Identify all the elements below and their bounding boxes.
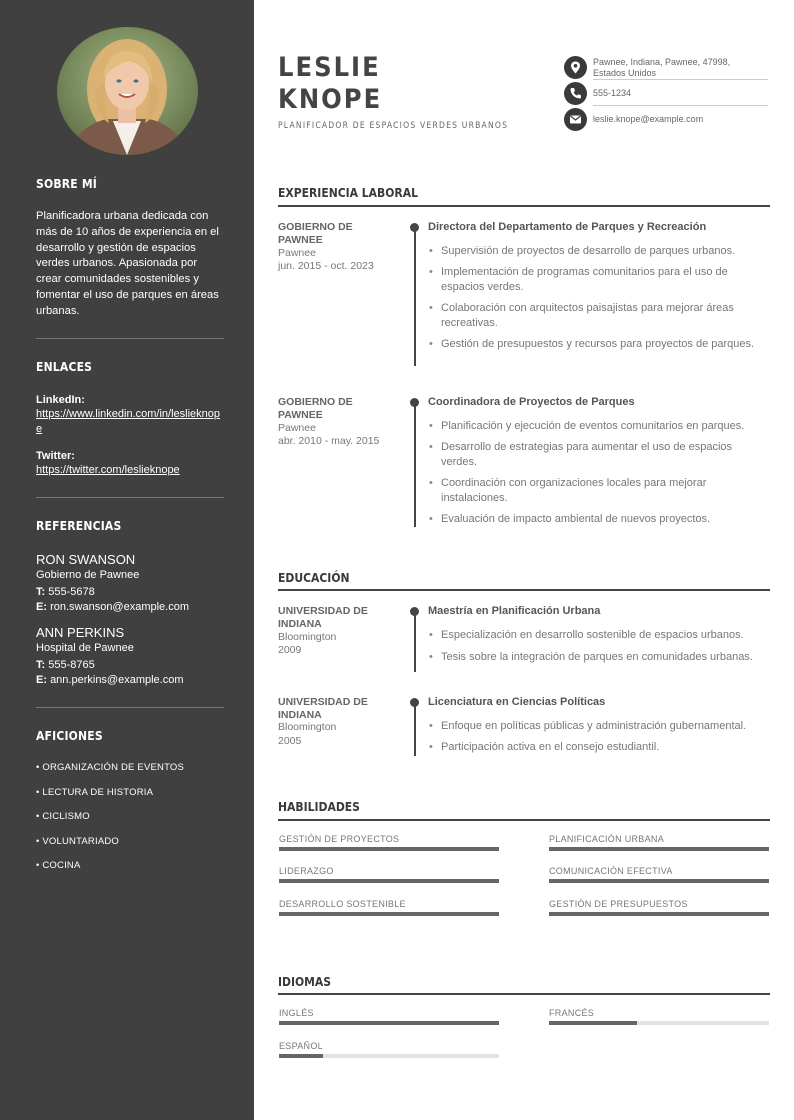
- language-label: INGLÉS: [279, 1008, 314, 1018]
- experience-location: Pawnee: [278, 422, 316, 434]
- education-location: Bloomington: [278, 631, 337, 643]
- link-item: [36, 449, 224, 478]
- linkedin-link[interactable]: https://www.linkedin.com/in/leslieknope: [36, 408, 221, 435]
- divider: [36, 497, 224, 498]
- skill-bar: [279, 912, 499, 916]
- section-rule: [278, 993, 770, 995]
- timeline-line: [414, 401, 416, 527]
- link-label: LinkedIn:: [36, 394, 85, 406]
- skill-bar-fill: [549, 879, 769, 883]
- address-line1: Pawnee, Indiana, Pawnee, 47998,: [593, 57, 731, 67]
- experience-bullet: • Desarrollo de estrategias para aumentar el uso de espacios verdes.: [441, 440, 771, 469]
- sidebar: [0, 0, 254, 1120]
- experience-location: Pawnee: [278, 247, 316, 259]
- link-item: [36, 393, 224, 436]
- links-section: [36, 360, 224, 478]
- contact-divider: [593, 79, 768, 80]
- divider: [36, 338, 224, 339]
- references-heading: REFERENCIAS: [36, 519, 122, 533]
- skill-label: COMUNICACIÓN EFECTIVA: [549, 866, 673, 876]
- skills-heading: HABILIDADES: [278, 800, 360, 814]
- skill-bar: [549, 879, 769, 883]
- references-section: [36, 519, 224, 688]
- reference-name: ANN PERKINS: [36, 625, 125, 640]
- link-label: Twitter:: [36, 450, 75, 462]
- hobby-item: • VOLUNTARIADO: [36, 835, 120, 847]
- contact-divider: [593, 105, 768, 106]
- experience-dates: jun. 2015 - oct. 2023: [278, 260, 374, 272]
- skill-bar: [279, 879, 499, 883]
- education-degree: Maestría en Planificación Urbana: [428, 605, 601, 617]
- skill-bar: [279, 847, 499, 851]
- skill-bar-fill: [549, 912, 769, 916]
- skill-label: PLANIFICACIÓN URBANA: [549, 834, 665, 844]
- timeline-line: [414, 226, 416, 366]
- education-date: 2009: [278, 644, 302, 656]
- address-line2: Estados Unidos: [593, 68, 657, 78]
- full-name: [278, 52, 382, 116]
- skill-bar: [549, 847, 769, 851]
- phone-number: 555-1234: [593, 88, 632, 98]
- education-org: UNIVERSIDAD DE INDIANA: [278, 605, 368, 630]
- experience-heading: EXPERIENCIA LABORAL: [278, 186, 418, 200]
- about-text: Planificadora urbana dedicada con más de 10 años de experiencia en el desarrollo y gestión de espacios verdes urbanos. Apasionada por crear comunidades sostenibles y fomentar el uso de parques en áreas urbanas.: [36, 210, 219, 317]
- timeline-dot: [410, 398, 419, 407]
- last-name: KNOPE: [278, 84, 383, 115]
- language-bar: [549, 1021, 769, 1025]
- language-label: FRANCÉS: [549, 1008, 595, 1018]
- timeline-dot: [410, 223, 419, 232]
- reference-item: [36, 625, 224, 688]
- skill-label: GESTIÓN DE PRESUPUESTOS: [549, 899, 688, 909]
- education-heading: EDUCACIÓN: [278, 571, 350, 585]
- language-bar: [279, 1054, 499, 1058]
- language-bar-fill: [279, 1054, 323, 1058]
- education-location: Bloomington: [278, 721, 337, 733]
- education-bullet: • Especialización en desarrollo sostenible de espacios urbanos.: [441, 628, 771, 643]
- skill-bar-fill: [279, 847, 499, 851]
- experience-bullet: • Coordinación con organizaciones locales para mejorar instalaciones.: [441, 476, 771, 505]
- profile-photo: [57, 27, 198, 155]
- timeline-line: [414, 701, 416, 756]
- reference-phone: T: 555-8765: [36, 659, 95, 671]
- language-bar-fill: [549, 1021, 637, 1025]
- hobby-item: • ORGANIZACIÓN DE EVENTOS: [36, 762, 185, 773]
- job-title: PLANIFICADOR DE ESPACIOS VERDES URBANOS: [278, 121, 509, 131]
- education-bullet: • Participación activa en el consejo estudiantil.: [441, 740, 771, 755]
- education-degree: Licenciatura en Ciencias Políticas: [428, 696, 606, 708]
- experience-bullet: • Implementación de programas comunitarios para el uso de espacios verdes.: [441, 265, 771, 294]
- skill-bar: [549, 912, 769, 916]
- hobby-item: • CICLISMO: [36, 811, 90, 822]
- first-name: LESLIE: [278, 52, 381, 83]
- about-heading: SOBRE MÍ: [36, 177, 97, 191]
- experience-role: Directora del Departamento de Parques y Recreación: [428, 221, 707, 233]
- section-rule: [278, 819, 770, 821]
- email-address[interactable]: leslie.knope@example.com: [593, 114, 704, 124]
- language-label: ESPAÑOL: [279, 1041, 323, 1051]
- education-bullet: • Enfoque en políticas públicas y administración gubernamental.: [441, 719, 771, 734]
- reference-org: Hospital de Pawnee: [36, 642, 134, 654]
- hobby-item: • LECTURA DE HISTORIA: [36, 786, 154, 798]
- experience-bullet: • Gestión de presupuestos y recursos para proyectos de parques.: [441, 337, 771, 352]
- reference-org: Gobierno de Pawnee: [36, 569, 140, 581]
- skill-label: GESTIÓN DE PROYECTOS: [279, 834, 400, 844]
- timeline-line: [414, 610, 416, 672]
- reference-item: [36, 552, 224, 615]
- experience-bullet: • Planificación y ejecución de eventos comunitarios en parques.: [441, 419, 771, 434]
- skill-bar-fill: [279, 912, 499, 916]
- skill-label: LIDERAZGO: [279, 866, 334, 876]
- experience-org: GOBIERNO DE PAWNEE: [278, 396, 353, 421]
- contact-email: [564, 108, 768, 132]
- contact-phone: [564, 82, 768, 106]
- hobbies-heading: AFICIONES: [36, 729, 103, 743]
- skill-label: DESARROLLO SOSTENIBLE: [279, 899, 406, 909]
- reference-name: RON SWANSON: [36, 552, 136, 567]
- experience-org: GOBIERNO DE PAWNEE: [278, 221, 353, 246]
- education-org: UNIVERSIDAD DE INDIANA: [278, 696, 368, 721]
- avatar: [57, 27, 198, 155]
- hobbies-section: [36, 729, 224, 872]
- education-bullet: • Tesis sobre la integración de parques en comunidades urbanas.: [441, 650, 771, 665]
- envelope-icon: [564, 108, 587, 131]
- language-bar: [279, 1021, 499, 1025]
- timeline-dot: [410, 698, 419, 707]
- section-rule: [278, 205, 770, 207]
- education-date: 2005: [278, 735, 302, 747]
- timeline-dot: [410, 607, 419, 616]
- skill-bar-fill: [549, 847, 769, 851]
- reference-email: E: ron.swanson@example.com: [36, 601, 190, 613]
- experience-role: Coordinadora de Proyectos de Parques: [428, 396, 635, 408]
- divider: [36, 707, 224, 708]
- experience-bullet: • Colaboración con arquitectos paisajistas para mejorar áreas recreativas.: [441, 301, 771, 330]
- location-pin-icon: [564, 56, 587, 79]
- experience-dates: abr. 2010 - may. 2015: [278, 435, 380, 447]
- reference-phone: T: 555-5678: [36, 586, 95, 598]
- language-bar-fill: [279, 1021, 499, 1025]
- languages-heading: IDIOMAS: [278, 975, 332, 989]
- experience-bullet: • Evaluación de impacto ambiental de nuevos proyectos.: [441, 512, 771, 527]
- experience-bullet: • Supervisión de proyectos de desarrollo de parques urbanos.: [441, 244, 771, 259]
- section-rule: [278, 589, 770, 591]
- links-heading: ENLACES: [36, 360, 93, 374]
- reference-email: E: ann.perkins@example.com: [36, 674, 184, 686]
- phone-icon: [564, 82, 587, 105]
- hobby-item: • COCINA: [36, 860, 81, 871]
- twitter-link[interactable]: https://twitter.com/leslieknope: [36, 464, 180, 476]
- contact-address: [564, 56, 768, 82]
- about-section: [36, 177, 224, 320]
- skill-bar-fill: [279, 879, 499, 883]
